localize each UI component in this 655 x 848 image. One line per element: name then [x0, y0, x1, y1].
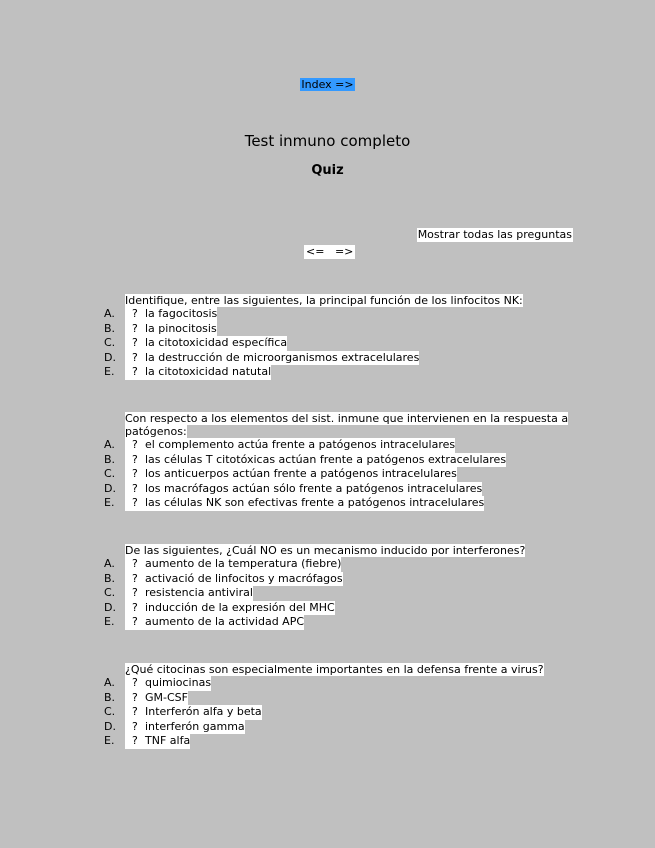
next-button[interactable]: =>	[334, 245, 354, 258]
option-text: aumento de la temperatura (fiebre)	[145, 557, 342, 570]
option-letter: C.	[104, 467, 116, 480]
option-mark: ?	[132, 557, 138, 570]
option-e[interactable]	[104, 734, 574, 749]
option-text: TNF alfa	[145, 734, 191, 747]
option-text: la citotoxicidad específica	[145, 336, 288, 349]
option-c[interactable]	[104, 336, 574, 351]
page-subtitle: Quiz	[311, 163, 344, 178]
index-link[interactable]: Index =>	[301, 78, 354, 91]
option-letter: D.	[104, 719, 116, 733]
option-text: la destrucción de microorganismos extracelulares	[145, 350, 420, 364]
page-title: Test inmuno completo	[244, 132, 411, 150]
option-text: inducción de la expresión del MHC	[145, 600, 335, 614]
option-b[interactable]	[104, 322, 574, 337]
prev-button[interactable]: <=	[306, 245, 325, 258]
option-text: aumento de la actividad APC	[145, 615, 305, 628]
question-3	[104, 544, 574, 630]
pager	[304, 245, 355, 259]
question-2	[104, 412, 574, 511]
option-d[interactable]	[104, 601, 574, 616]
option-mark: ?	[132, 690, 138, 704]
option-a[interactable]	[104, 557, 574, 572]
option-mark: ?	[132, 571, 138, 585]
option-mark: ?	[132, 705, 138, 718]
option-mark: ?	[132, 719, 138, 733]
option-letter: E.	[104, 365, 115, 378]
option-mark: ?	[132, 321, 138, 335]
option-text: quimiocinas	[145, 676, 212, 689]
option-letter: A.	[104, 676, 115, 689]
option-c[interactable]	[104, 705, 574, 720]
question-text: ¿Qué citocinas son especialmente importantes en la defensa frente a virus?	[125, 663, 544, 676]
question-4	[104, 663, 574, 749]
option-mark: ?	[132, 734, 138, 747]
option-text: el complemento actúa frente a patógenos intracelulares	[145, 438, 456, 451]
option-c[interactable]	[104, 586, 574, 601]
option-letter: D.	[104, 600, 116, 614]
option-a[interactable]	[104, 676, 574, 691]
option-letter: B.	[104, 571, 116, 585]
option-letter: C.	[104, 586, 116, 599]
option-mark: ?	[132, 481, 138, 495]
option-b[interactable]	[104, 572, 574, 587]
option-letter: C.	[104, 705, 116, 718]
question-text: Identifique, entre las siguientes, la principal función de los linfocitos NK:	[125, 294, 523, 307]
show-all-questions-button[interactable]: Mostrar todas las preguntas	[417, 228, 572, 241]
option-letter: B.	[104, 321, 116, 335]
option-d[interactable]	[104, 482, 574, 497]
option-letter: B.	[104, 690, 116, 704]
option-mark: ?	[132, 496, 138, 509]
option-mark: ?	[132, 615, 138, 628]
option-text: los anticuerpos actúan frente a patógenos intracelulares	[145, 467, 457, 480]
option-text: las células NK son efectivas frente a patógenos intracelulares	[145, 496, 485, 509]
option-text: las células T citotóxicas actúan frente a patógenos extracelulares	[145, 452, 507, 466]
question-text: Con respecto a los elementos del sist. inmune que intervienen en la respuesta a patógenos:	[125, 412, 569, 438]
option-mark: ?	[132, 307, 138, 320]
option-e[interactable]	[104, 496, 574, 511]
option-text: la fagocitosis	[145, 307, 218, 320]
option-letter: E.	[104, 615, 115, 628]
option-letter: D.	[104, 350, 116, 364]
question-text: De las siguientes, ¿Cuál NO es un mecanismo inducido por interferones?	[125, 544, 526, 557]
option-a[interactable]	[104, 438, 574, 453]
option-letter: E.	[104, 734, 115, 747]
option-e[interactable]	[104, 615, 574, 630]
option-mark: ?	[132, 586, 138, 599]
option-text: GM-CSF	[145, 690, 188, 704]
option-text: la pinocitosis	[145, 321, 217, 335]
option-mark: ?	[132, 467, 138, 480]
option-letter: E.	[104, 496, 115, 509]
option-b[interactable]	[104, 453, 574, 468]
option-text: activació de linfocitos y macrófagos	[145, 571, 343, 585]
option-text: los macrófagos actúan sólo frente a patógenos intracelulares	[145, 481, 483, 495]
option-text: la citotoxicidad natutal	[145, 365, 272, 378]
option-letter: B.	[104, 452, 116, 466]
option-letter: A.	[104, 307, 115, 320]
option-mark: ?	[132, 676, 138, 689]
option-letter: A.	[104, 438, 115, 451]
option-e[interactable]	[104, 365, 574, 380]
option-text: Interferón alfa y beta	[145, 705, 262, 718]
option-text: interferón gamma	[145, 719, 245, 733]
option-mark: ?	[132, 600, 138, 614]
option-c[interactable]	[104, 467, 574, 482]
option-text: resistencia antiviral	[145, 586, 253, 599]
option-mark: ?	[132, 365, 138, 378]
index-nav	[0, 78, 655, 92]
option-mark: ?	[132, 438, 138, 451]
question-1	[104, 294, 574, 380]
option-a[interactable]	[104, 307, 574, 322]
option-letter: C.	[104, 336, 116, 349]
option-d[interactable]	[104, 351, 574, 366]
option-mark: ?	[132, 336, 138, 349]
option-mark: ?	[132, 452, 138, 466]
option-letter: A.	[104, 557, 115, 570]
option-d[interactable]	[104, 720, 574, 735]
option-b[interactable]	[104, 691, 574, 706]
option-letter: D.	[104, 481, 116, 495]
option-mark: ?	[132, 350, 138, 364]
